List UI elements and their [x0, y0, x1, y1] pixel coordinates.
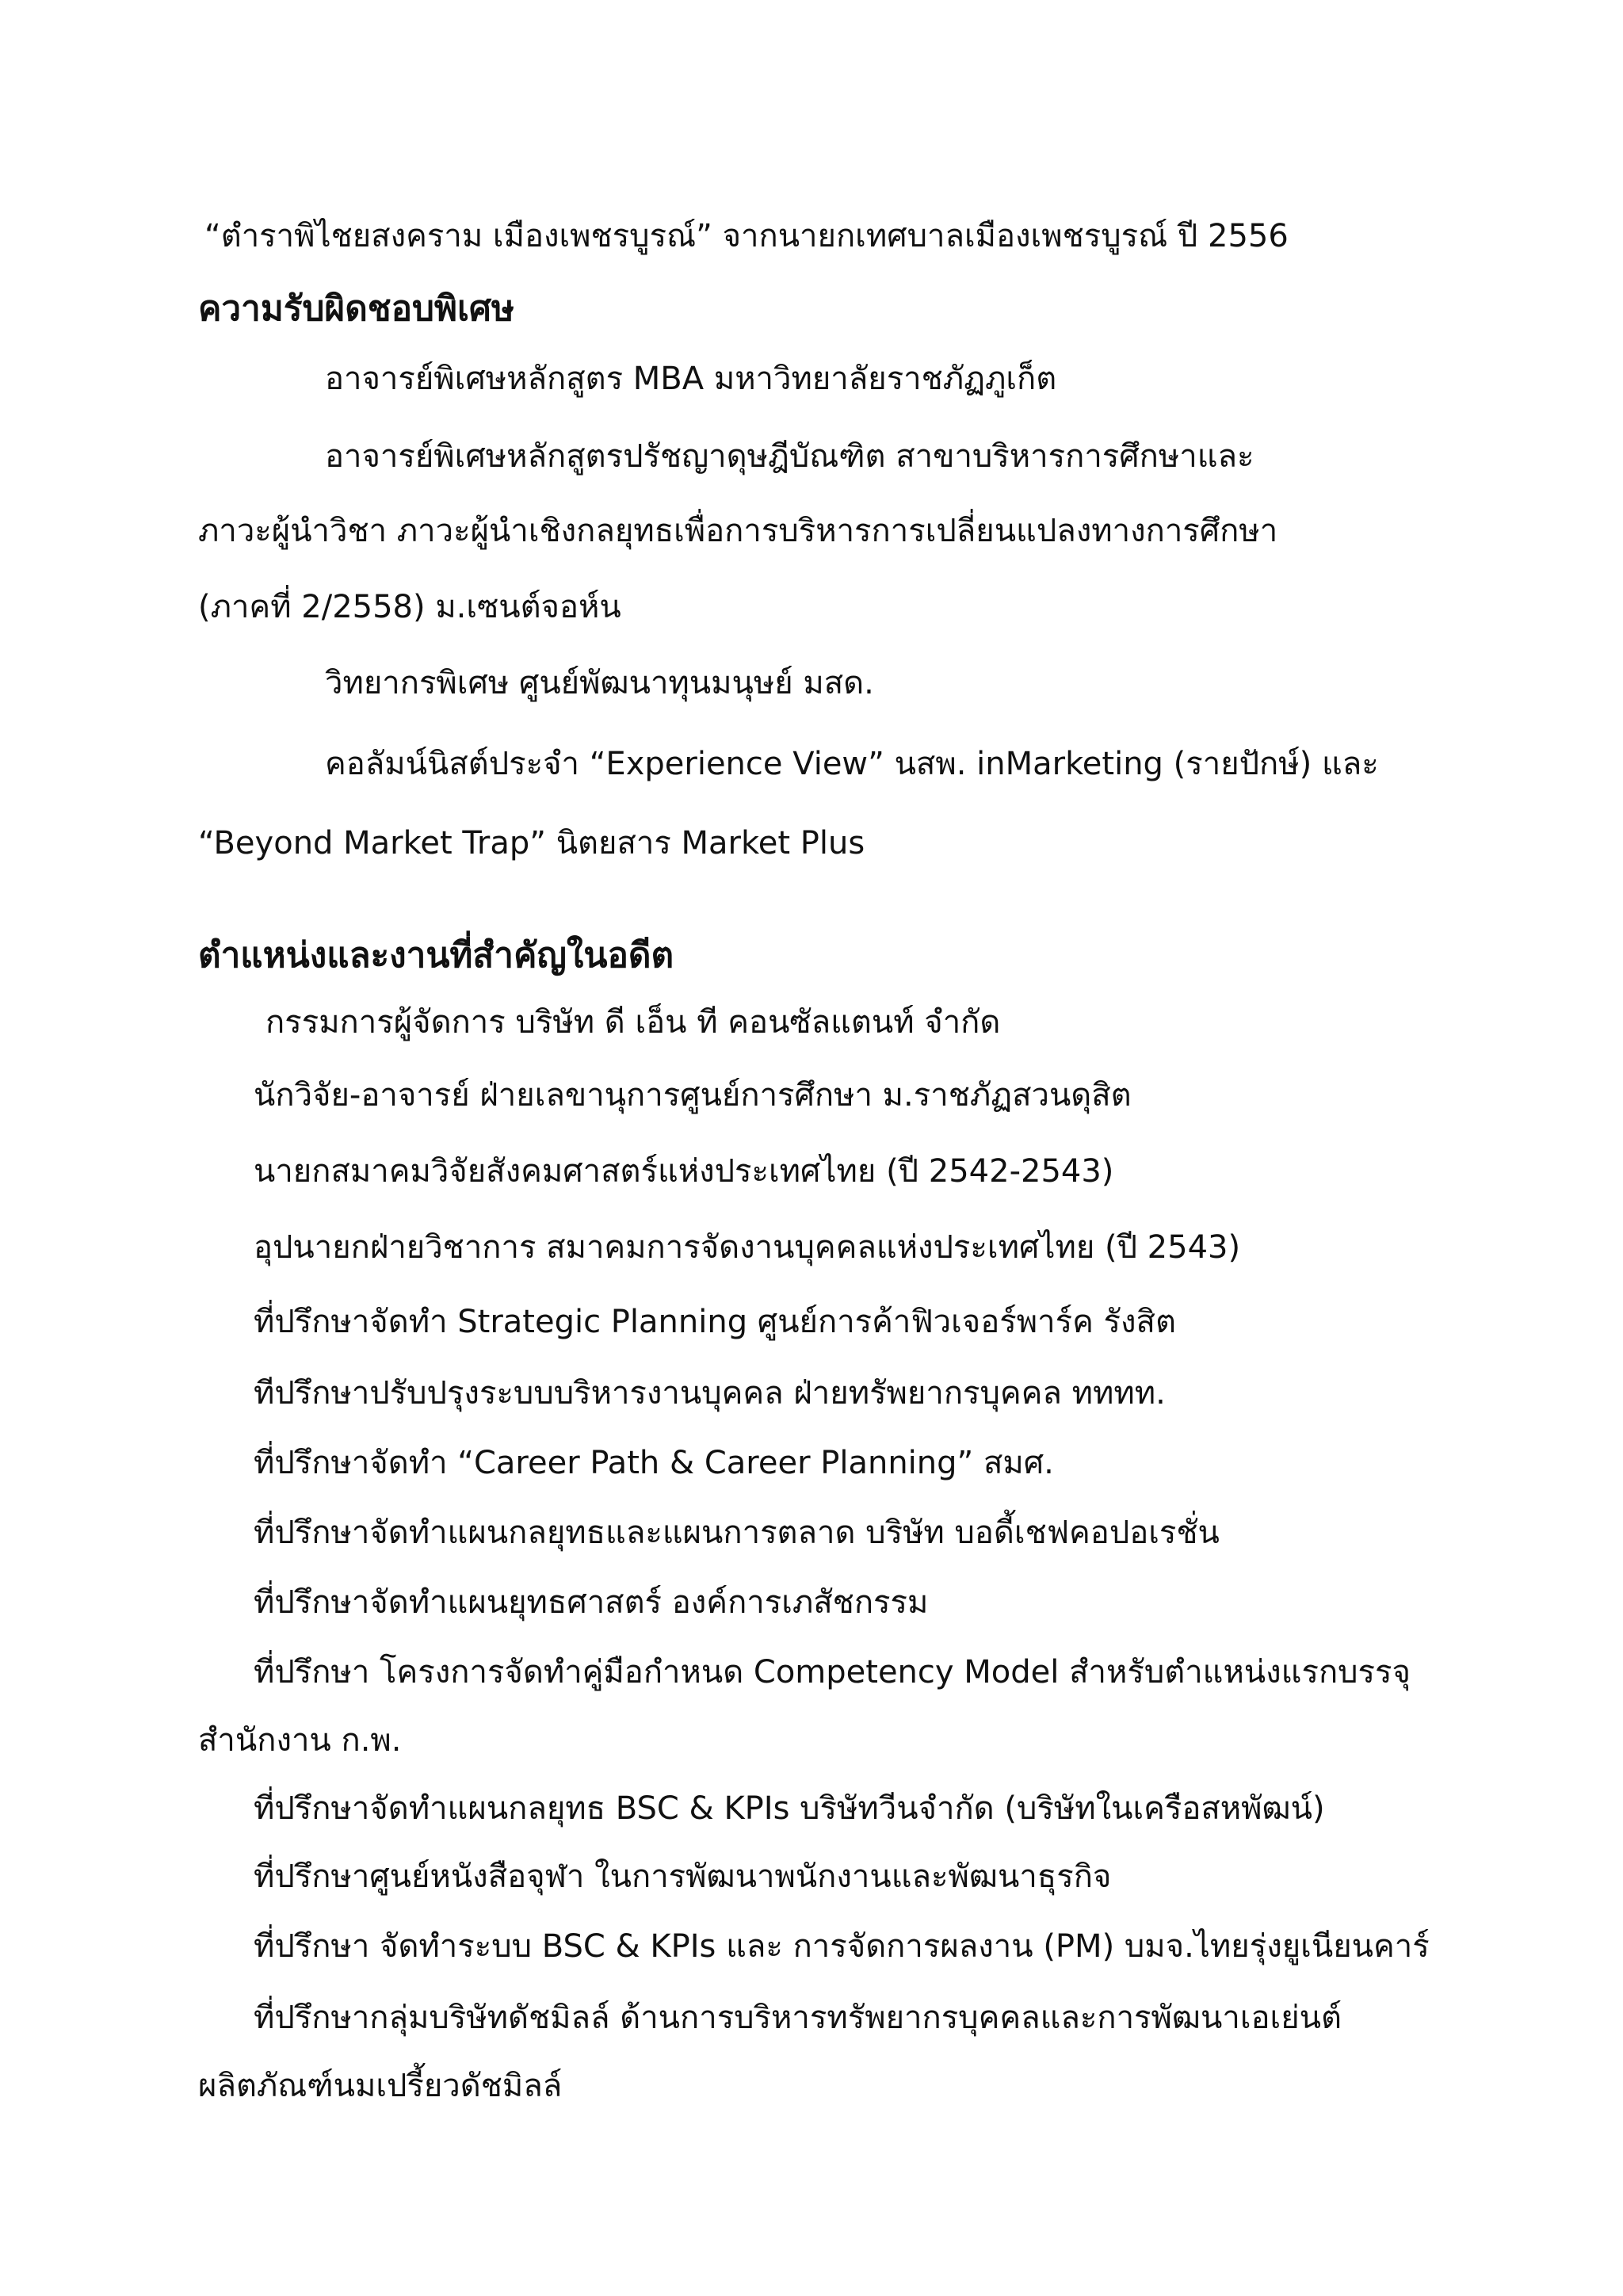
past-item: ที่ปรึกษาจัดทำ Strategic Planning ศูนย์การค้าฟิวเจอร์พาร์ค รังสิต	[254, 1304, 1176, 1340]
past-item: ที่ปรึกษา โครงการจัดทำคู่มือกำหนด Competency Model สำหรับตำแหน่งแรกบรรจุ	[254, 1654, 1411, 1690]
past-item: สำนักงาน ก.พ.	[198, 1722, 402, 1759]
special-item: อาจารย์พิเศษหลักสูตร MBA มหาวิทยาลัยราชภัฏภูเก็ต	[325, 361, 1057, 397]
special-item: ภาวะผู้นำวิชา ภาวะผู้นำเชิงกลยุทธเพื่อการบริหารการเปลี่ยนแปลงทางการศึกษา	[198, 513, 1278, 549]
past-item: ที่ปรึกษาจัดทำแผนยุทธศาสตร์ องค์การเภสัชกรรม	[254, 1584, 929, 1621]
special-item: (ภาคที่ 2/2558) ม.เซนต์จอห์น	[198, 589, 621, 625]
intro-line: “ตำราพิไชยสงคราม เมืองเพชรบูรณ์” จากนายกเทศบาลเมืองเพชรบูรณ์ ปี 2556	[204, 218, 1289, 254]
past-item: ผลิตภัณฑ์นมเปรี้ยวดัชมิลล์	[198, 2068, 563, 2104]
special-item: วิทยากรพิเศษ ศูนย์พัฒนาทุนมนุษย์ มสด.	[325, 665, 874, 701]
past-heading: ตำแหน่งและงานที่สำคัญในอดีต	[198, 935, 674, 976]
special-item: คอลัมน์นิสต์ประจำ “Experience View” นสพ. inMarketing (รายปักษ์) และ	[325, 746, 1379, 782]
past-item: ที่ปรึกษาศูนย์หนังสือจุฬา ในการพัฒนาพนักงานและพัฒนาธุรกิจ	[254, 1859, 1112, 1895]
past-item: ที่ปรึกษาจัดทำแผนกลยุทธและแผนการตลาด บริษัท บอดี้เชฟคอปอเรชั่น	[254, 1515, 1220, 1551]
past-item: นักวิจัย-อาจารย์ ฝ่ายเลขานุการศูนย์การศึกษา ม.ราชภัฏสวนดุสิต	[254, 1077, 1132, 1114]
past-item: นายกสมาคมวิจัยสังคมศาสตร์แห่งประเทศไทย (ปี 2542-2543)	[254, 1153, 1114, 1190]
special-heading: ความรับผิดชอบพิเศษ	[198, 288, 514, 329]
past-item: ที่ปรึกษาจัดทำแผนกลยุทธ BSC & KPIs บริษัทวีนจำกัด (บริษัทในเครือสหพัฒน์)	[254, 1790, 1325, 1827]
past-item: ที่ปรึกษา จัดทำระบบ BSC & KPIs และ การจัดการผลงาน (PM) บมจ.ไทยรุ่งยูเนียนคาร์	[254, 1928, 1430, 1965]
past-item: ทีปรึกษาปรับปรุงระบบบริหารงานบุคคล ฝ่ายทรัพยากรบุคคล ทททท.	[254, 1375, 1166, 1412]
past-item: อุปนายกฝ่ายวิชาการ สมาคมการจัดงานบุคคลแห่งประเทศไทย (ปี 2543)	[254, 1229, 1241, 1266]
special-item: “Beyond Market Trap” นิตยสาร Market Plus	[198, 825, 865, 861]
past-item: ที่ปรึกษากลุ่มบริษัทดัชมิลล์ ด้านการบริหารทรัพยากรบุคคลและการพัฒนาเอเย่นต์	[254, 2000, 1342, 2036]
past-item: กรรมการผู้จัดการ บริษัท ดี เอ็น ที คอนซัลแตนท์ จำกัด	[265, 1004, 1001, 1041]
past-item: ที่ปรึกษาจัดทำ “Career Path & Career Planning” สมศ.	[254, 1445, 1054, 1481]
special-item: อาจารย์พิเศษหลักสูตรปรัชญาดุษฎีบัณฑิต สาขาบริหารการศึกษาและ	[325, 438, 1254, 475]
